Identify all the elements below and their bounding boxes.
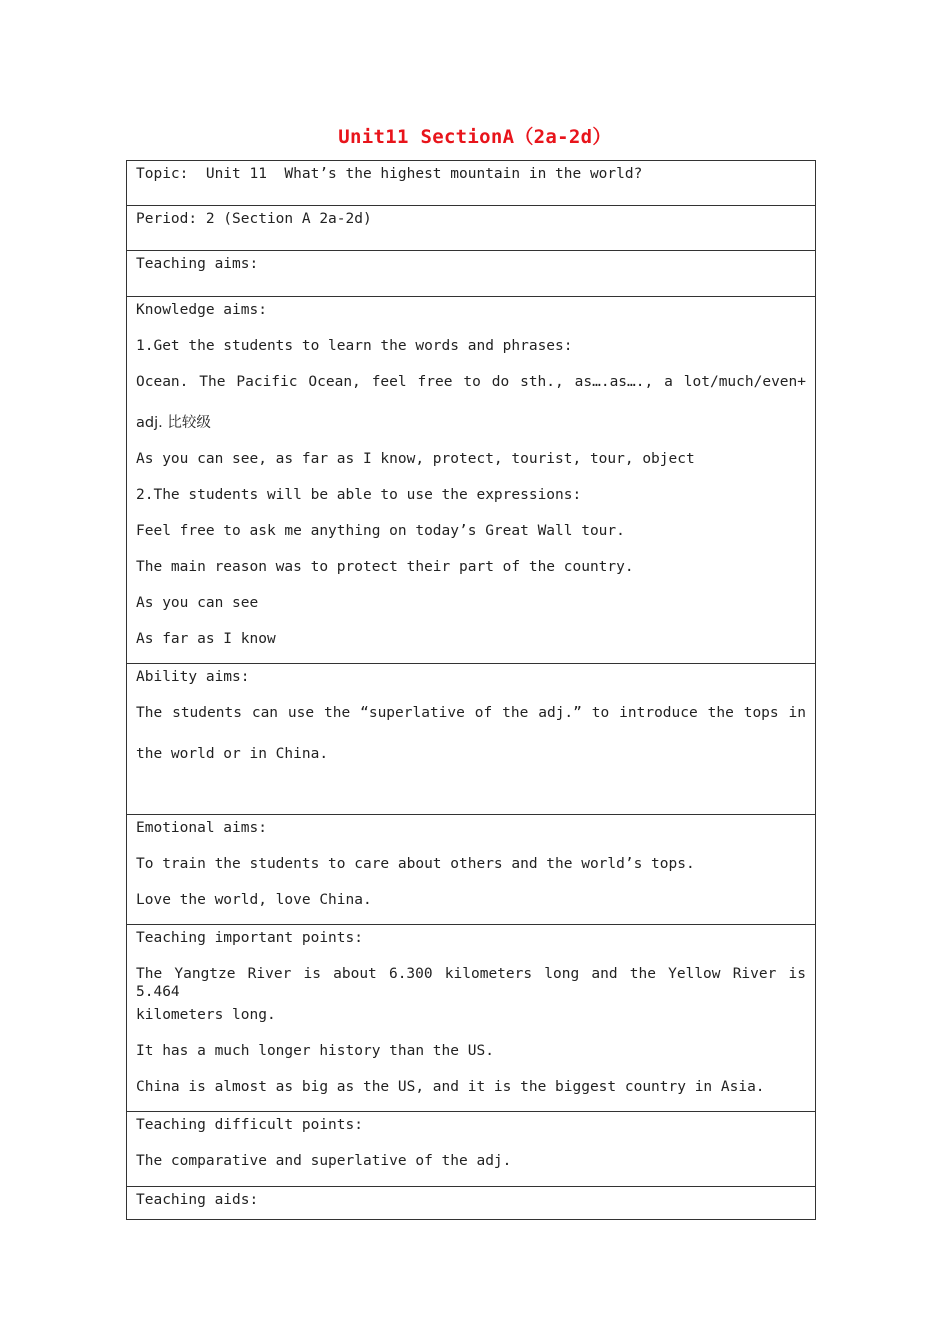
important-points-row [127, 925, 815, 1112]
topic-text: Topic: Unit 11 What’s the highest mountain in the world? [136, 166, 643, 182]
ability-aims-heading: Ability aims: [136, 669, 250, 685]
expression-4: As far as I know [136, 631, 276, 647]
emotional-aims-heading: Emotional aims: [136, 820, 267, 836]
ability-aims-row [127, 664, 815, 815]
important-line-1: The Yangtze River is about 6.300 kilometers long and the Yellow River is 5.464 [136, 966, 806, 1000]
words-line-3: As you can see, as far as I know, protect, tourist, tour, object [136, 451, 695, 467]
lesson-plan-table [126, 160, 816, 1220]
expression-2: The main reason was to protect their part of the country. [136, 559, 634, 575]
teaching-aids-heading: Teaching aids: [136, 1192, 259, 1208]
difficult-line-1: The comparative and superlative of the adj. [136, 1153, 512, 1169]
knowledge-aims-heading: Knowledge aims: [136, 302, 267, 318]
teaching-aims-row [127, 251, 815, 297]
knowledge-item-1: 1.Get the students to learn the words and phrases: [136, 338, 573, 354]
words-line-2: adj. 比较级 [136, 415, 211, 431]
knowledge-item-2: 2.The students will be able to use the expressions: [136, 487, 582, 503]
knowledge-aims-row [127, 297, 815, 664]
expression-3: As you can see [136, 595, 259, 611]
topic-row [127, 161, 815, 206]
teaching-aids-row [127, 1187, 815, 1220]
important-line-4: China is almost as big as the US, and it is the biggest country in Asia. [136, 1079, 765, 1095]
teaching-aims-heading: Teaching aims: [136, 256, 259, 272]
ability-line-1: The students can use the “superlative of the adj.” to introduce the tops in [136, 705, 806, 721]
emotional-aims-row [127, 815, 815, 925]
emotional-line-1: To train the students to care about others and the world’s tops. [136, 856, 695, 872]
important-line-2: kilometers long. [136, 1007, 276, 1023]
emotional-line-2: Love the world, love China. [136, 892, 372, 908]
difficult-points-heading: Teaching difficult points: [136, 1117, 363, 1133]
important-points-heading: Teaching important points: [136, 930, 363, 946]
words-line-1: Ocean. The Pacific Ocean, feel free to do sth., as….as…., a lot/much/even+ [136, 374, 806, 390]
expression-1: Feel free to ask me anything on today’s Great Wall tour. [136, 523, 625, 539]
period-row [127, 206, 815, 251]
difficult-points-row [127, 1112, 815, 1187]
important-line-3: It has a much longer history than the US. [136, 1043, 494, 1059]
ability-line-2: the world or in China. [136, 746, 329, 762]
document-title: Unit11 SectionA（2a-2d） [338, 126, 612, 148]
period-text: Period: 2 (Section A 2a-2d) [136, 211, 372, 227]
